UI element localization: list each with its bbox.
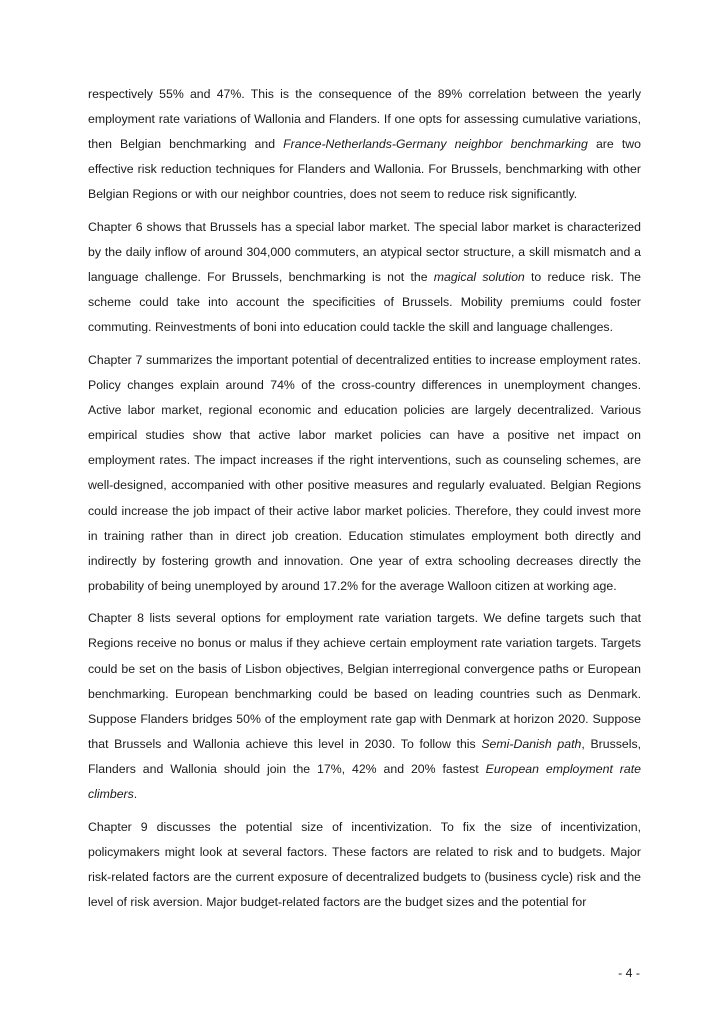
text-run: Chapter 8 lists several options for employment rate variation targets. We define targets such that Regions receive no bonus or malus if they achieve certain employment rate variation targets. Targets could be set on the basis of Lisbon objectives, Belgian interregional convergence paths or European benchmarking. European benchmarking could be based on leading countries such as Denmark. Suppose Flanders bridges 50% of the employment rate gap with Denmark at horizon 2020. Suppose that Brussels and Wallonia achieve this level in 2030. To follow this <box>88 611 641 751</box>
italic-term: magical solution <box>433 270 525 285</box>
paragraph-chapter-8 <box>88 606 641 807</box>
page-number: - 4 - <box>618 966 640 980</box>
italic-term: Semi-Danish path <box>481 736 582 751</box>
text-run: Chapter 6 shows that Brussels has a special labor market. The special labor market is characterized by the daily inflow of around 304,000 commuters, an atypical sector structure, a skill mismatch and a language challenge. For Brussels, benchmarking is not the <box>88 219 641 285</box>
text-run: Chapter 7 summarizes the important potential of decentralized entities to increase employment rates. Policy changes explain around 74% of the cross-country differences in unemployment changes. Active labor market, regional economic and education policies are largely decentralized. Various empirical studies show that active labor market policies can have a positive net impact on employment rates. The impact increases if the right interventions, such as counseling schemes, are well-designed, accompanied with other positive measures and regularly evaluated. Belgian Regions could increase the job impact of their active labor market policies. Therefore, they could invest more in training rather than in direct job creation. Education stimulates employment both directly and indirectly by fostering growth and innovation. One year of extra schooling decreases directly the probability of being unemployed by around 17.2% for the average Walloon citizen at working age. <box>88 352 641 593</box>
italic-term: European employment rate climbers <box>88 761 641 802</box>
paragraph-chapter-9 <box>88 815 641 915</box>
text-run: , Brussels, Flanders and Wallonia should join the 17%, 42% and 20% fastest <box>88 736 642 776</box>
paragraph-chapter-7 <box>88 348 641 599</box>
text-run: Chapter 9 discusses the potential size of incentivization. To fix the size of incentivization, policymakers might look at several factors. These factors are related to risk and to budgets. Major risk-related factors are the current exposure of decentralized budgets to (business cycle) risk and the level of risk aversion. Major budget-related factors are the budget sizes and the potential for <box>88 819 641 909</box>
paragraph-benchmarking-results <box>88 82 641 207</box>
text-run: respectively 55% and 47%. This is the consequence of the 89% correlation between the yearly employment rate variations of Wallonia and Flanders. If one opts for assessing cumulative variations, then Belgian benchmarking and <box>88 87 641 152</box>
text-run: . <box>133 787 138 802</box>
text-run: are two effective risk reduction techniques for Flanders and Wallonia. For Brussels, benchmarking with other Belgian Regions or with our neighbor countries, does not seem to reduce risk significantly. <box>88 137 641 202</box>
body-text <box>88 82 641 923</box>
italic-term: France-Netherlands-Germany neighbor benchmarking <box>283 137 588 152</box>
text-run: to reduce risk. The scheme could take into account the specificities of Brussels. Mobility premiums could foster commuting. Reinvestments of boni into education could tackle the skill and language challenges. <box>88 270 641 335</box>
paragraph-chapter-6 <box>88 215 641 340</box>
